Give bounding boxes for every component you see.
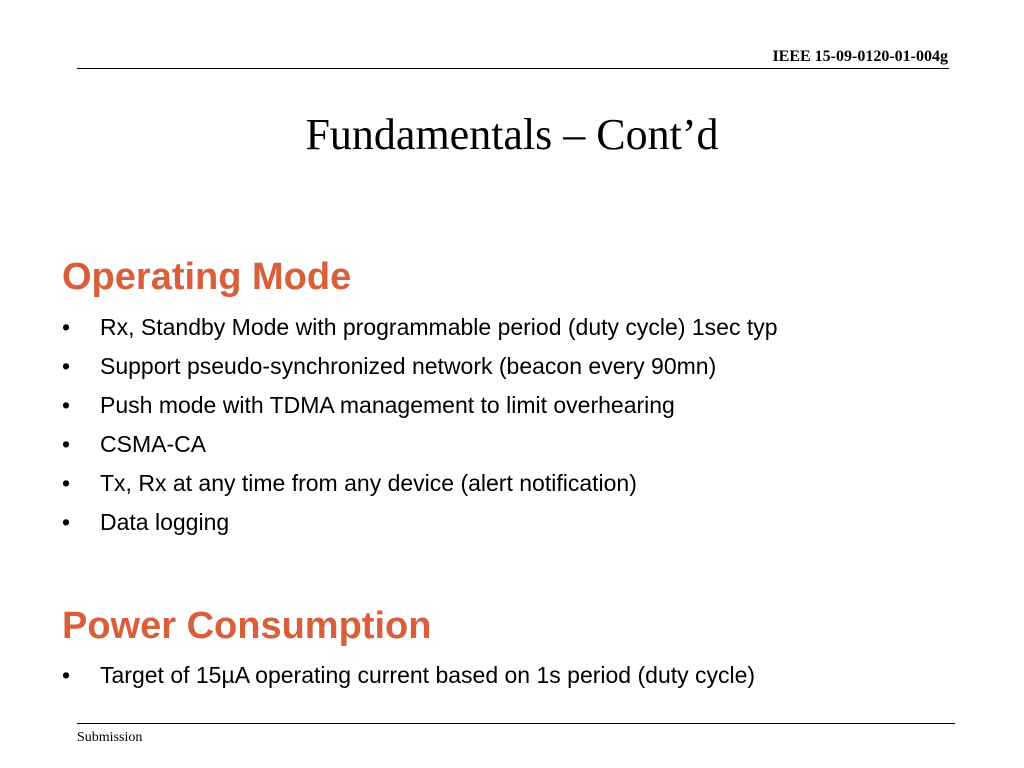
bullet-icon: • <box>62 662 71 688</box>
operating-mode-list <box>62 308 778 542</box>
list-item <box>62 308 778 347</box>
list-item <box>62 503 778 542</box>
section-heading-operating-mode: Operating Mode <box>62 256 352 298</box>
bullet-icon: • <box>62 392 71 418</box>
bullet-icon: • <box>62 470 71 496</box>
power-consumption-list <box>62 656 755 695</box>
list-item <box>62 656 755 695</box>
section-heading-power-consumption: Power Consumption <box>62 605 432 647</box>
list-item-text: Push mode with TDMA management to limit overhearing <box>100 392 675 418</box>
header-divider <box>77 68 949 69</box>
bullet-icon: • <box>62 431 71 457</box>
document-id: IEEE 15-09-0120-01-004g <box>772 48 948 65</box>
footer-submission-label: Submission <box>77 730 143 745</box>
footer-divider <box>77 723 955 724</box>
list-item-text: CSMA-CA <box>100 431 207 457</box>
list-item-text: Support pseudo-synchronized network (beacon every 90mn) <box>100 353 717 379</box>
list-item <box>62 425 778 464</box>
list-item <box>62 386 778 425</box>
list-item-text: Target of 15µA operating current based on 1s period (duty cycle) <box>100 662 756 688</box>
list-item-text: Tx, Rx at any time from any device (alert notification) <box>100 470 637 496</box>
list-item <box>62 347 778 386</box>
slide-title: Fundamentals – Cont’d <box>305 110 719 159</box>
list-item <box>62 464 778 503</box>
list-item-text: Data logging <box>100 509 230 535</box>
bullet-icon: • <box>62 353 71 379</box>
bullet-icon: • <box>62 509 71 535</box>
list-item-text: Rx, Standby Mode with programmable period (duty cycle) 1sec typ <box>100 314 778 340</box>
bullet-icon: • <box>62 314 71 340</box>
